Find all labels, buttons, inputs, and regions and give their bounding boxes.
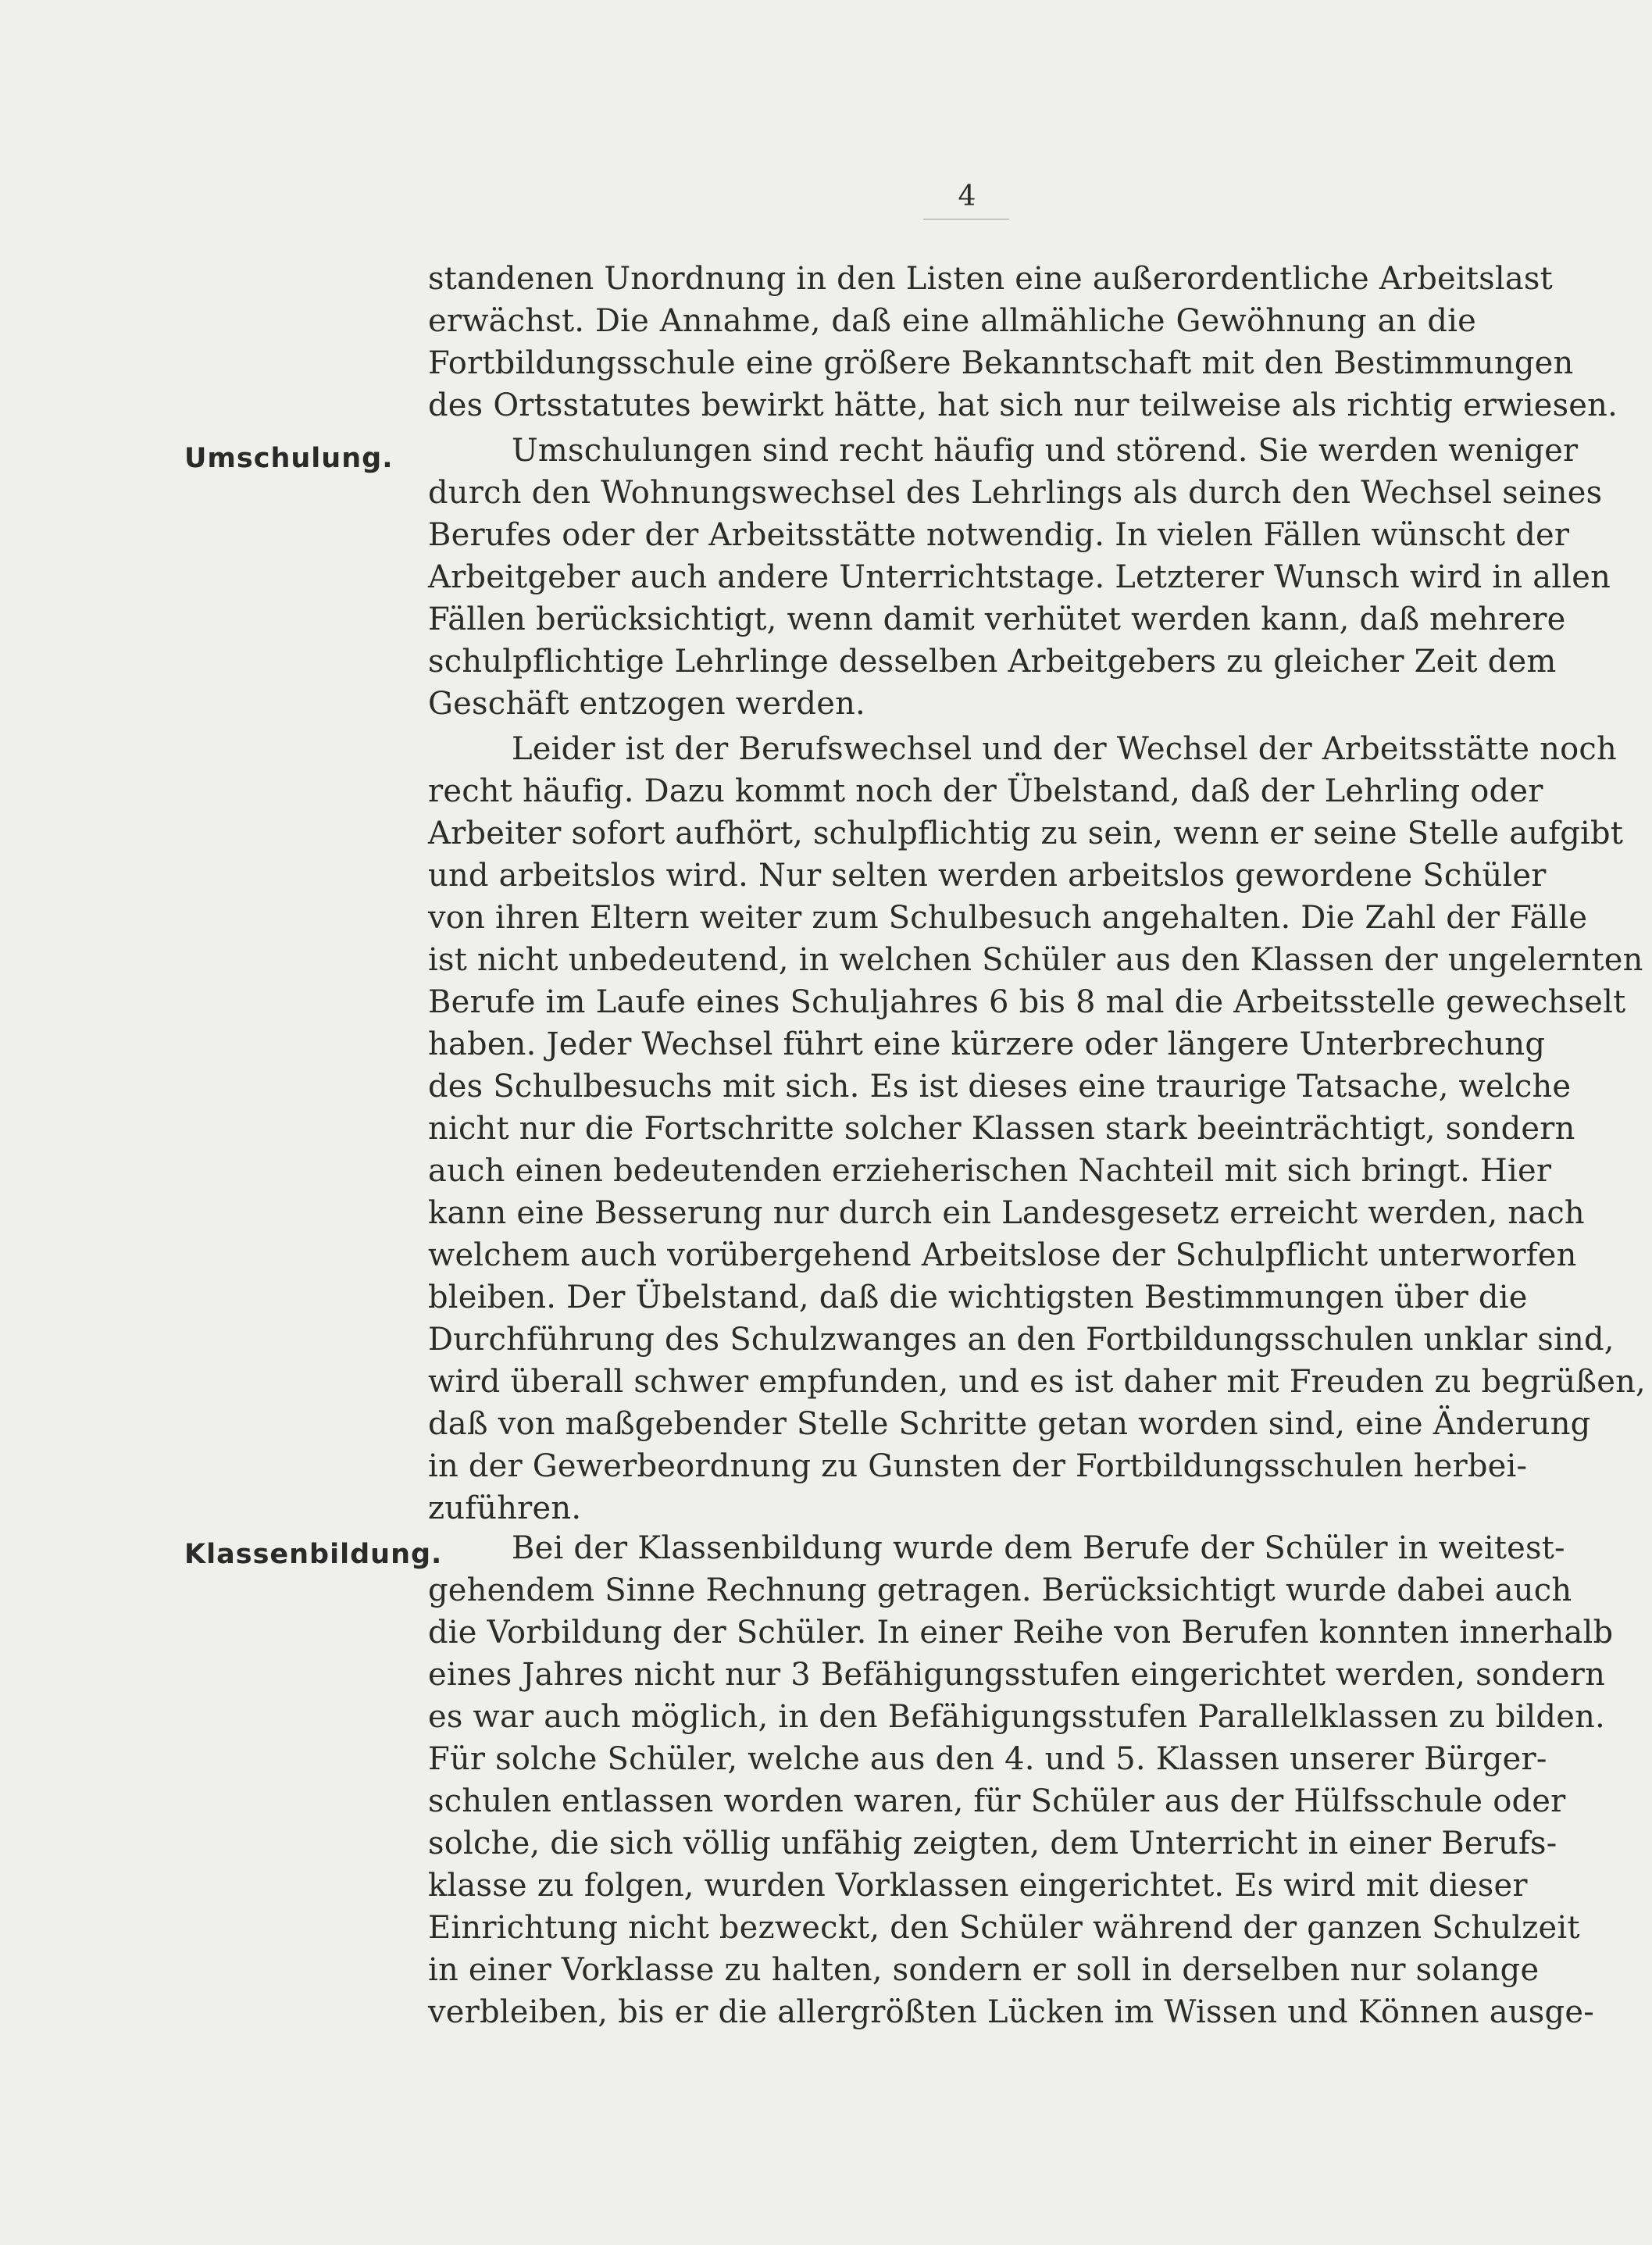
text-line: von ihren Eltern weiter zum Schulbesuch angehalten. Die Zahl der Fälle	[428, 900, 1588, 936]
text-line: haben. Jeder Wechsel führt eine kürzere oder längere Unterbrechung	[428, 1026, 1546, 1062]
text-line: kann eine Besserung nur durch ein Landesgesetz erreicht werden, nach	[428, 1195, 1585, 1231]
text-line: bleiben. Der Übelstand, daß die wichtigsten Bestimmungen über die	[428, 1280, 1528, 1315]
text-line: durch den Wohnungswechsel des Lehrlings als durch den Wechsel seines	[428, 475, 1603, 511]
text-line: Arbeiter sofort aufhört, schulpflichtig zu sein, wenn er seine Stelle aufgibt	[428, 816, 1624, 851]
text-line: daß von maßgebender Stelle Schritte getan worden sind, eine Änderung	[428, 1406, 1591, 1442]
text-line: Für solche Schüler, welche aus den 4. und 5. Klassen unserer Bürger-	[428, 1741, 1547, 1777]
text-line: die Vorbildung der Schüler. In einer Reihe von Berufen konnten innerhalb	[428, 1615, 1614, 1651]
text-line: Fortbildungsschule eine größere Bekanntschaft mit den Bestimmungen	[428, 345, 1574, 381]
text-line: erwächst. Die Annahme, daß eine allmähliche Gewöhnung an die	[428, 303, 1476, 339]
text-line: Fällen berücksichtigt, wenn damit verhütet werden kann, daß mehrere	[428, 601, 1566, 637]
paragraph-first-line: Bei der Klassenbildung wurde dem Berufe der Schüler in weitest-	[512, 1530, 1565, 1566]
text-line: des Schulbesuchs mit sich. Es ist dieses eine traurige Tatsache, welche	[428, 1069, 1572, 1105]
text-line: auch einen bedeutenden erzieherischen Nachteil mit sich bringt. Hier	[428, 1153, 1552, 1189]
text-line: wird überall schwer empfunden, und es ist daher mit Freuden zu begrüßen,	[428, 1364, 1646, 1400]
text-line: gehendem Sinne Rechnung getragen. Berücksichtigt wurde dabei auch	[428, 1572, 1572, 1608]
text-line: in einer Vorklasse zu halten, sondern er soll in derselben nur solange	[428, 1952, 1540, 1988]
text-line: welchem auch vorübergehend Arbeitslose der Schulpflicht unterworfen	[428, 1237, 1577, 1273]
text-line: Geschäft entzogen werden.	[428, 686, 865, 722]
text-line: nicht nur die Fortschritte solcher Klassen stark beeinträchtigt, sondern	[428, 1111, 1575, 1147]
page-number-rule	[923, 219, 1009, 220]
text-line: ist nicht unbedeutend, in welchen Schüler aus den Klassen der ungelernten	[428, 942, 1643, 978]
text-line: es war auch möglich, in den Befähigungsstufen Parallelklassen zu bilden.	[428, 1699, 1605, 1735]
text-line: Einrichtung nicht bezweckt, den Schüler während der ganzen Schulzeit	[428, 1910, 1580, 1946]
text-line: Berufes oder der Arbeitsstätte notwendig. In vielen Fällen wünscht der	[428, 517, 1570, 553]
text-line: schulen entlassen worden waren, für Schüler aus der Hülfsschule oder	[428, 1783, 1566, 1819]
margin-note-klassenbildung: Klassenbildung.	[184, 1539, 443, 1570]
text-line: standenen Unordnung in den Listen eine außerordentliche Arbeitslast	[428, 261, 1553, 297]
text-line: des Ortsstatutes bewirkt hätte, hat sich nur teilweise als richtig erwiesen.	[428, 387, 1618, 423]
text-line: solche, die sich völlig unfähig zeigten, dem Unterricht in einer Berufs-	[428, 1826, 1557, 1861]
text-line: in der Gewerbeordnung zu Gunsten der Fortbildungsschulen herbei-	[428, 1448, 1528, 1484]
text-line: Arbeitgeber auch andere Unterrichtstage. Letzterer Wunsch wird in allen	[428, 559, 1611, 595]
text-line: verbleiben, bis er die allergrößten Lücken im Wissen und Können ausge-	[428, 1994, 1594, 2030]
paragraph-first-line: Leider ist der Berufswechsel und der Wechsel der Arbeitsstätte noch	[512, 731, 1617, 767]
text-line: recht häufig. Dazu kommt noch der Übelstand, daß der Lehrling oder	[428, 773, 1543, 809]
text-line: klasse zu folgen, wurden Vorklassen eingerichtet. Es wird mit dieser	[428, 1868, 1528, 1904]
text-line: schulpflichtige Lehrlinge desselben Arbeitgebers zu gleicher Zeit dem	[428, 644, 1557, 680]
page-number: 4	[958, 180, 976, 212]
text-line: zuführen.	[428, 1490, 582, 1526]
text-line: Berufe im Laufe eines Schuljahres 6 bis 8 mal die Arbeitsstelle gewechselt	[428, 984, 1626, 1020]
margin-note-umschulung: Umschulung.	[184, 443, 394, 474]
text-line: und arbeitslos wird. Nur selten werden arbeitslos gewordene Schüler	[428, 858, 1547, 894]
paragraph-first-line: Umschulungen sind recht häufig und störend. Sie werden weniger	[512, 433, 1579, 469]
text-line: Durchführung des Schulzwanges an den Fortbildungsschulen unklar sind,	[428, 1322, 1615, 1358]
text-line: eines Jahres nicht nur 3 Befähigungsstufen eingerichtet werden, sondern	[428, 1657, 1606, 1693]
